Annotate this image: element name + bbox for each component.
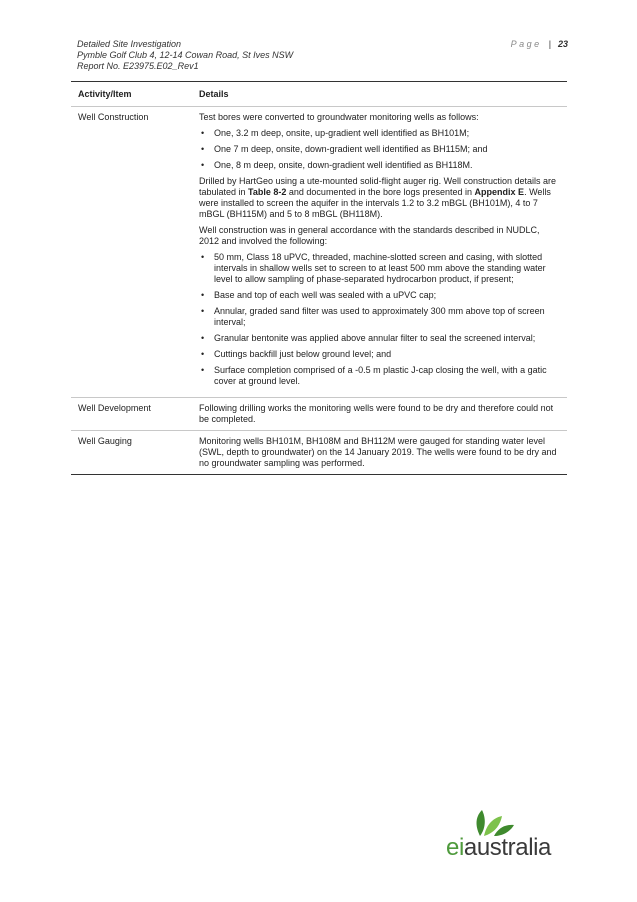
row-item-label: Well Gauging: [78, 436, 132, 446]
development-text: Following drilling works the monitoring wells were found to be dry and therefore could not be completed.: [199, 403, 554, 424]
logo-wordmark: [446, 834, 551, 862]
list-item: • 50 mm, Class 18 uPVC, threaded, machine-slotted screen and casing, with slotted intervals in shallow wells set to screen to at least 500 mm above the standing water level to allow sampling of phase-separated hydrocarbon product, if present;: [199, 252, 559, 285]
well-list: [199, 128, 559, 171]
list-item: • Base and top of each well was sealed with a uPVC cap;: [199, 290, 559, 301]
column-header-details: Details: [199, 89, 229, 99]
row-item-label: Well Construction: [78, 112, 149, 122]
row-details: [199, 112, 559, 392]
header-title: Detailed Site Investigation: [77, 39, 182, 49]
document-header: [77, 39, 293, 72]
row-item-label: Well Development: [78, 403, 151, 413]
table-row-well-development: [71, 398, 567, 431]
list-item: • Granular bentonite was applied above annular filter to seal the screened interval;: [199, 333, 559, 344]
standards-paragraph: Well construction was in general accordance with the standards described in NUDLC, 2012 and involved the following:: [199, 225, 540, 246]
table-row-well-construction: [71, 107, 567, 398]
logo-text-australia: australia: [463, 834, 552, 861]
drilling-text-c: . Wells were installed to screen the aquifer in the intervals 1.2 to 3.2 mBGL (BH101M), 4 to 7 mBGL (BH115M) and 5 to 8 mBGL (BH118M).: [199, 187, 551, 219]
column-header-activity: Activity/Item: [78, 89, 132, 99]
page-label: Page: [510, 39, 542, 49]
appendix-reference: Appendix E: [474, 187, 525, 197]
header-report-number: Report No. E23975.E02_Rev1: [77, 61, 199, 71]
page-indicator: [511, 39, 568, 49]
eiaustralia-logo: [446, 808, 568, 864]
activity-details-table: [71, 81, 567, 475]
list-item: • One, 8 m deep, onsite, down-gradient well identified as BH118M.: [199, 160, 559, 171]
table-reference: Table 8-2: [248, 187, 287, 197]
construction-intro: Test bores were converted to groundwater monitoring wells as follows:: [199, 112, 479, 122]
list-item: • One 7 m deep, onsite, down-gradient well identified as BH115M; and: [199, 144, 559, 155]
logo-text-ei: ei: [446, 834, 464, 861]
drilling-text-b: and documented in the bore logs presented in: [286, 187, 475, 197]
drilling-text-a: Drilled by HartGeo using a ute-mounted solid-flight auger rig. Well construction details are tabulated in: [199, 176, 557, 197]
list-item: • One, 3.2 m deep, onsite, up-gradient well identified as BH101M;: [199, 128, 559, 139]
list-item: • Annular, graded sand filter was used to approximately 300 mm above top of screen interval;: [199, 306, 559, 328]
gauging-text: Monitoring wells BH101M, BH108M and BH112M were gauged for standing water level (SWL, depth to groundwater) on the 14 January 2019. The wells were found to be dry and no groundwater sampling was performed.: [199, 436, 557, 468]
list-item: • Cuttings backfill just below ground level; and: [199, 349, 559, 360]
table-header-row: [71, 82, 567, 107]
row-details: [199, 436, 559, 469]
table-row-well-gauging: [71, 431, 567, 474]
construction-steps-list: [199, 252, 559, 387]
page-number: 23: [557, 39, 568, 49]
drilling-paragraph: [199, 176, 559, 220]
page-separator: |: [548, 39, 551, 49]
row-details: [199, 403, 559, 425]
list-item: • Surface completion comprised of a -0.5 m plastic J-cap closing the well, with a gatic cover at ground level.: [199, 365, 559, 387]
header-site: Pymble Golf Club 4, 12-14 Cowan Road, St Ives NSW: [77, 50, 294, 60]
